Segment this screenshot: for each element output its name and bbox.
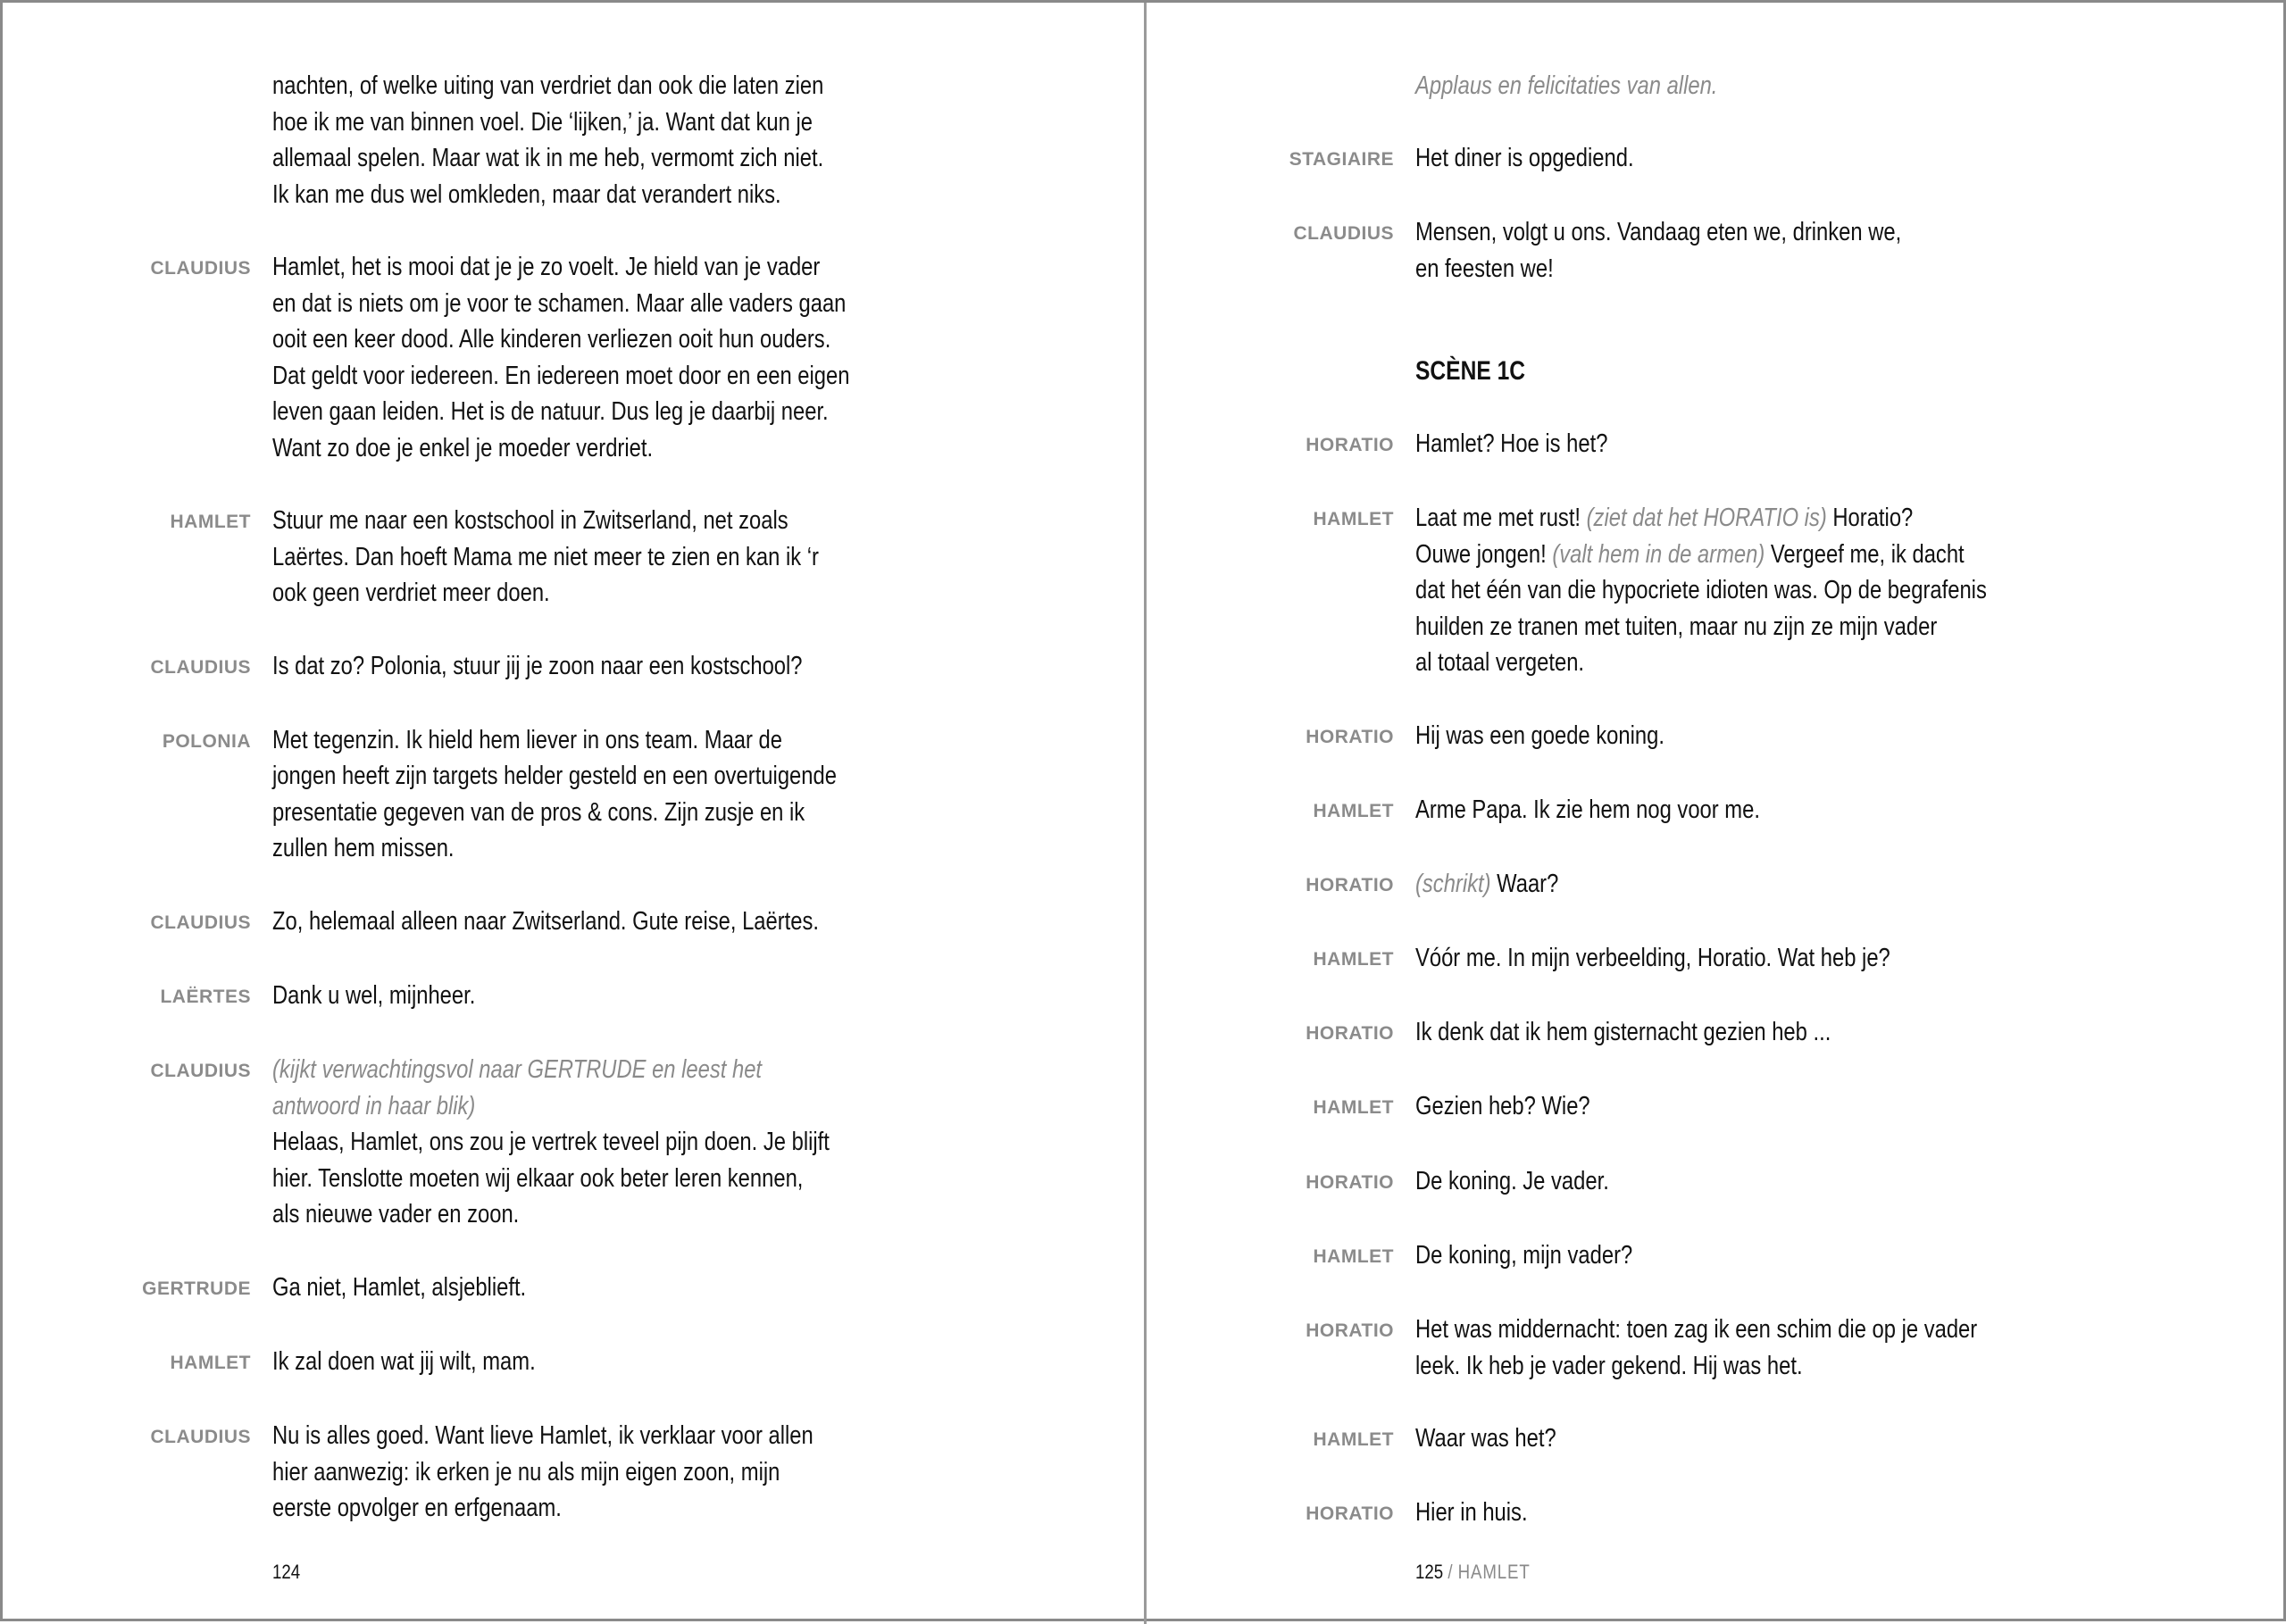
speech-block [1147,1088,2286,1127]
dialogue-text: nachten, of welke uiting van verdriet dan ook die laten zien [272,71,824,100]
dialogue-text: allemaal spelen. Maar wat ik in me heb, vermomt zich niet. [272,144,824,173]
speaker-label: HORATIO [1306,1320,1394,1341]
speaker-label: CLAUDIUS [150,656,251,678]
speech-text [272,1418,813,1527]
dialogue-text: Ga niet, Hamlet, alsjeblieft. [272,1272,527,1302]
dialogue-text: leven gaan leiden. Het is de natuur. Dus leg je daarbij neer. [272,397,829,427]
speech-block [1147,500,2286,681]
text-line [272,1418,813,1454]
dialogue-text: Ouwe jongen! [1415,539,1553,569]
speech-block [3,1344,1144,1382]
speaker-label: HAMLET [1313,1097,1394,1119]
dialogue-text: Laat me met rust! [1415,503,1587,532]
speaker-label: CLAUDIUS [150,912,251,933]
speaker-label: HORATIO [1306,434,1394,455]
text-line [272,1270,526,1306]
dialogue-text: jongen heeft zijn targets helder gesteld en een overtuigende [272,762,837,791]
text-line [1415,1495,1528,1531]
speaker-label: HORATIO [1306,1023,1394,1045]
stage-direction: (kijkt verwachtingsvol naar GERTRUDE en leest het [272,1055,763,1085]
speech-block [1147,940,2286,979]
speaker-label: HORATIO [1306,726,1394,747]
speaker-label [1147,68,1394,104]
text-line [272,539,819,576]
dialogue-text: Hamlet, het is mooi dat je je zo voelt. Je hield van je vader [272,252,821,281]
dialogue-text: De koning. Je vader. [1415,1166,1609,1195]
speech-text [1415,1312,1977,1384]
text-line [272,1088,830,1125]
text-line [1415,792,1760,829]
running-title: HAMLET [1457,1561,1531,1583]
speaker-label: HORATIO [1306,1171,1394,1193]
speech-text [272,249,849,467]
dialogue-text: zullen hem missen. [272,834,455,863]
dialogue-text: Hamlet? Hoe is het? [1415,429,1608,458]
speech-block [1147,866,2286,904]
speech-block [1147,140,2286,179]
speech-block [1147,1163,2286,1202]
text-line [272,830,837,867]
speech-block [1147,68,2286,104]
speaker-label: HAMLET [1313,949,1394,970]
speaker-label: HAMLET [1313,800,1394,821]
left-page [3,68,1144,1562]
dialogue-text: Het diner is opgediend. [1415,144,1634,173]
text-line [272,758,837,795]
dialogue-text: dat het één van die hypocriete idioten was. Op de begrafenis [1415,576,1987,605]
text-line [1415,1312,1977,1348]
speech-block [3,648,1144,687]
dialogue-text: al totaal vergeten. [1415,648,1585,678]
dialogue-text: hier aanwezig: ik erken je nu als mijn eigen zoon, mijn [272,1457,780,1487]
text-line [272,648,803,685]
text-line [1415,1014,1831,1051]
speaker-label: HAMLET [1313,1245,1394,1267]
dialogue-text: Mensen, volgt u ons. Vandaag eten we, drinken we, [1415,218,1902,247]
speaker-label: CLAUDIUS [1293,223,1394,245]
text-line [272,978,475,1014]
speech-text [1415,1163,1609,1202]
dialogue-text: Nu is alles goed. Want lieve Hamlet, ik verklaar voor allen [272,1420,813,1450]
text-line [1415,68,1717,104]
dialogue-text: Het was middernacht: toen zag ik een schim die op je vader [1415,1315,1978,1344]
speech-block [3,1418,1144,1527]
speech-text [1415,1420,1556,1459]
text-line [272,104,823,141]
speech-block [3,1052,1144,1233]
text-line [272,722,837,759]
dialogue-text: Waar? [1490,869,1559,898]
speech-text [272,1344,536,1382]
dialogue-text: en dat is niets om je voor te schamen. Maar alle vaders gaan [272,288,847,318]
text-line [272,321,849,358]
speaker-label: GERTRUDE [142,1278,251,1299]
speech-block [3,904,1144,942]
text-line [272,394,849,430]
speaker-label: CLAUDIUS [150,1061,251,1082]
speech-text [272,1052,830,1233]
dialogue-text: Laërtes. Dan hoeft Mama me niet meer te zien en kan ik ‘r [272,542,819,571]
text-line [1415,645,1987,681]
dialogue-text: Ik zal doen wat jij wilt, mam. [272,1346,536,1376]
text-line [272,1344,536,1380]
dialogue-text: presentatie gegeven van de pros & cons. Zijn zusje en ik [272,797,805,827]
right-page [1147,68,2286,1569]
text-line [272,575,819,612]
speech-block [1147,1014,2286,1053]
text-line [1415,718,1664,754]
dialogue-text: Dank u wel, mijnheer. [272,980,476,1010]
speech-text [272,1270,526,1308]
text-line [1415,572,1987,609]
speech-block [3,503,1144,612]
speech-block [1147,1495,2286,1533]
text-line [272,177,823,213]
dialogue-text: Met tegenzin. Ik hield hem liever in ons team. Maar de [272,725,783,754]
text-line [272,1454,813,1491]
text-line [272,1052,830,1088]
dialogue-text: als nieuwe vader en zoon. [272,1200,520,1229]
stage-direction: (schrikt) [1415,869,1491,898]
left-page-speeches [3,68,1144,1527]
speech-block [3,978,1144,1016]
text-line [1415,537,1987,573]
speech-block [3,722,1144,867]
dialogue-text: Zo, helemaal alleen naar Zwitserland. Gute reise, Laërtes. [272,906,819,936]
dialogue-text: Ik kan me dus wel omkleden, maar dat verandert niks. [272,179,781,209]
speech-block [3,249,1144,467]
speaker-label: HAMLET [170,512,251,533]
dialogue-text: eerste opvolger en erfgenaam. [272,1494,562,1523]
speaker-label: STAGIAIRE [1289,149,1394,171]
speech-text [1415,1088,1590,1127]
speech-text [272,722,837,867]
dialogue-text: Helaas, Hamlet, ons zou je vertrek teveel pijn doen. Je blijft [272,1128,830,1157]
text-line [272,1124,830,1161]
speech-text [1415,1014,1831,1053]
text-line [1415,214,1901,251]
speaker-label: HAMLET [1313,508,1394,529]
text-line [1415,1348,1977,1385]
dialogue-text: De koning, mijn vader? [1415,1240,1633,1270]
speech-block [1147,792,2286,830]
speech-block [1147,718,2286,756]
text-line [1415,1237,1632,1274]
speech-block [1147,1312,2286,1384]
page-number: 125 [1415,1561,1444,1583]
stage-direction: antwoord in haar blik) [272,1091,476,1120]
text-line [1415,866,1558,903]
stage-direction: (valt hem in de armen) [1552,539,1765,569]
text-line [272,1196,830,1233]
text-line [1415,1088,1590,1125]
text-line [272,904,819,940]
speech-block [1147,426,2286,464]
right-page-speeches-before-scene [1147,68,2286,287]
text-line [272,249,849,286]
text-line [272,503,819,539]
left-page-folio [272,1554,300,1590]
dialogue-text: Dat geldt voor iedereen. En iedereen moet door en een eigen [272,361,850,390]
text-line [1415,140,1634,177]
speech-text [1415,214,1901,287]
speaker-label: CLAUDIUS [150,1426,251,1447]
dialogue-text: leek. Ik heb je vader gekend. Hij was het. [1415,1351,1803,1380]
speaker-label: HORATIO [1306,1503,1394,1524]
speech-text [272,648,803,687]
speech-block [1147,214,2286,287]
dialogue-text: Hier in huis. [1415,1497,1528,1527]
speech-text [1415,792,1760,830]
text-line [1415,1420,1556,1457]
text-line [1415,1163,1609,1200]
dialogue-text: Waar was het? [1415,1423,1556,1453]
speech-text [272,503,819,612]
speech-block [3,1270,1144,1308]
dialogue-text: en feesten we! [1415,254,1554,283]
speech-text [272,978,475,1016]
dialogue-text: Horatio? [1826,503,1914,532]
speech-block [3,68,1144,212]
text-line [272,1161,830,1197]
text-line [272,68,823,104]
dialogue-text: ook geen verdriet meer doen. [272,579,550,608]
speech-text [1415,718,1664,756]
text-line [1415,251,1901,287]
stage-direction: (ziet dat het HORATIO is) [1586,503,1827,532]
speaker-label [3,68,251,212]
dialogue-text: hier. Tenslotte moeten wij elkaar ook beter leren kennen, [272,1163,804,1193]
speech-text [272,68,823,212]
speech-text [1415,140,1634,179]
dialogue-text: huilden ze tranen met tuiten, maar nu zijn ze mijn vader [1415,612,1938,641]
dialogue-text: Arme Papa. Ik zie hem nog voor me. [1415,795,1760,824]
folio-separator: / [1448,1561,1454,1583]
text-line [272,140,823,177]
text-line [1415,940,1890,977]
text-line [272,795,837,831]
dialogue-text: Vóór me. In mijn verbeelding, Horatio. Wat heb je? [1415,944,1890,973]
speech-block [1147,1237,2286,1276]
dialogue-text: Gezien heb? Wie? [1415,1092,1590,1121]
speech-text [1415,1495,1528,1533]
stage-direction: Applaus en felicitaties van allen. [1415,71,1718,100]
speech-text [1415,68,1717,104]
speech-block [1147,1420,2286,1459]
text-line [272,286,849,322]
dialogue-text: Ik denk dat ik hem gisternacht gezien heb ... [1415,1018,1831,1047]
speech-text [1415,940,1890,979]
page-number: 124 [272,1561,301,1583]
right-page-folio [1415,1554,1531,1590]
text-line [272,430,849,467]
dialogue-text: Want zo doe je enkel je moeder verdriet. [272,433,654,462]
dialogue-text: hoe ik me van binnen voel. Die ‘lijken,’ ja. Want dat kun je [272,107,813,137]
speech-text [1415,500,1987,681]
dialogue-text: Stuur me naar een kostschool in Zwitserland, net zoals [272,506,788,536]
text-line [272,358,849,395]
speaker-label: HORATIO [1306,874,1394,895]
dialogue-text: Hij was een goede koning. [1415,720,1664,750]
speech-text [272,904,819,942]
right-page-speeches-after-scene [1147,426,2286,1533]
speech-text [1415,426,1607,464]
speaker-label: HAMLET [170,1352,251,1373]
text-line [1415,609,1987,645]
scene-heading: SCÈNE 1C [1415,355,1526,386]
dialogue-text: Is dat zo? Polonia, stuur jij je zoon naar een kostschool? [272,651,803,680]
speaker-label: CLAUDIUS [150,257,251,279]
text-line [1415,426,1607,462]
text-line [272,1490,813,1527]
speaker-label: POLONIA [162,730,251,752]
speaker-label: HAMLET [1313,1428,1394,1450]
dialogue-text: Vergeef me, ik dacht [1765,539,1965,569]
text-line [1415,500,1987,537]
speaker-label: LAËRTES [160,986,251,1007]
speech-text [1415,1237,1632,1276]
speech-text [1415,866,1558,904]
dialogue-text: ooit een keer dood. Alle kinderen verliezen ooit hun ouders. [272,325,831,354]
